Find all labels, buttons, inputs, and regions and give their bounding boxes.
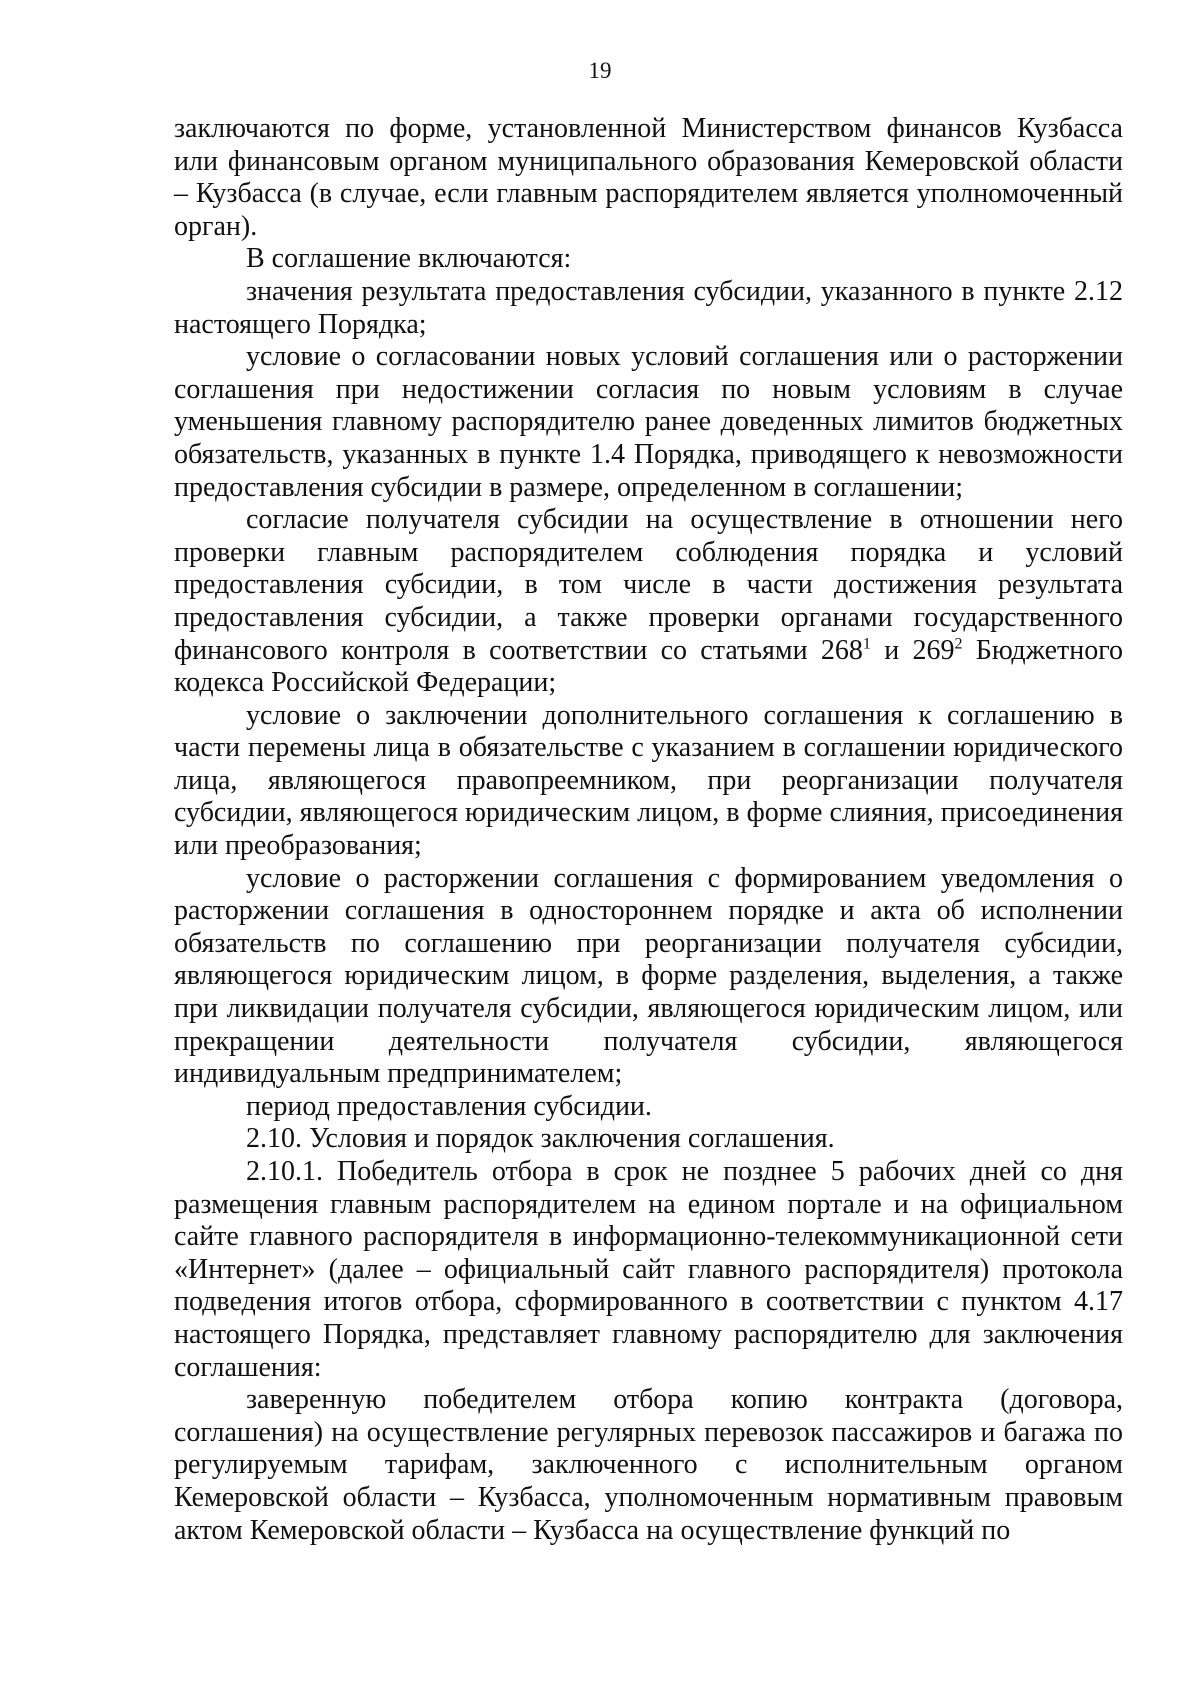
paragraph-agreement-includes: В соглашение включаются: — [246, 243, 572, 275]
paragraph-additional-agreement: условие о заключении дополнительного соглашения к соглашению в части перемены лица в обязательстве с указанием в соглашении юридического лица, являющегося правопреемником, при реорганизации получателя субсидии, являющегося юридическим лицом, в форме слияния, присоединения или преобразования; — [174, 699, 1123, 862]
paragraph-termination: условие о расторжении соглашения с формированием уведомления о расторжении соглашения в одностороннем порядке и акта об исполнении обязательств по соглашению при реорганизации получателя субсидии, являющегося юридическим лицом, в форме разделения, выделения, а также при ликвидации получателя субсидии, являющегося юридическим лицом, или прекращении деятельности получателя субсидии, являющегося индивидуальным предпринимателем; — [174, 862, 1123, 1090]
audit-consent-text-1: согласие получателя субсидии на осуществление в отношении него проверки главным распорядителем соблюдения порядка и условий предоставления субсидии, в том числе в части достижения результата предоставления субсидии, а также проверки органами государственного финансового контроля в соответствии со статьями 268 — [174, 504, 1123, 666]
footnote-superscript-2: 2 — [954, 635, 963, 653]
paragraph-result-values: значения результата предоставления субсидии, указанного в пункте 2.12 настоящего Порядка; — [174, 275, 1123, 340]
paragraph-contract-copy: заверенную победителем отбора копию контракта (договора, соглашения) на осуществление регулярных перевозок пассажиров и багажа по регулируемым тарифам, заключенного с исполнительным органом Кемеровской области – Кузбасса, уполномоченным нормативным правовым актом Кемеровской области – Кузбасса на осуществление функций по — [174, 1384, 1123, 1546]
audit-consent-text-2: и 269 — [870, 634, 955, 666]
paragraph-continuation: заключаются по форме, установленной Министерством финансов Кузбасса или финансовым органом муниципального образования Кемеровской области – Кузбасса (в случае, если главным распорядителем является уполномоченный орган). — [174, 113, 1123, 242]
page-number: 19 — [588, 58, 612, 83]
paragraph-subsidy-period: период предоставления субсидии. — [246, 1090, 652, 1122]
paragraph-audit-consent — [174, 504, 1123, 700]
footnote-superscript-1: 1 — [862, 635, 871, 653]
section-heading-2-10: 2.10. Условия и порядок заключения соглашения. — [246, 1123, 835, 1155]
document-body — [174, 113, 1123, 1547]
paragraph-2-10-1: 2.10.1. Победитель отбора в срок не позднее 5 рабочих дней со дня размещения главным распорядителем на едином портале и на официальном сайте главного распорядителя в информационно-телекоммуникационной сети «Интернет» (далее – официальный сайт главного распорядителя) протокола подведения итогов отбора, сформированного в соответствии с пунктом 4.17 настоящего Порядка, представляет главному распорядителю для заключения соглашения: — [174, 1156, 1123, 1383]
paragraph-new-conditions: условие о согласовании новых условий соглашения или о расторжении соглашения при недостижении согласия по новым условиям в случае уменьшения главному распорядителю ранее доведенных лимитов бюджетных обязательств, указанных в пункте 1.4 Порядка, приводящего к невозможности предоставления субсидии в размере, определенном в соглашении; — [174, 341, 1123, 503]
audit-consent-text-3: Бюджетного кодекса Российской Федерации; — [174, 634, 1124, 699]
